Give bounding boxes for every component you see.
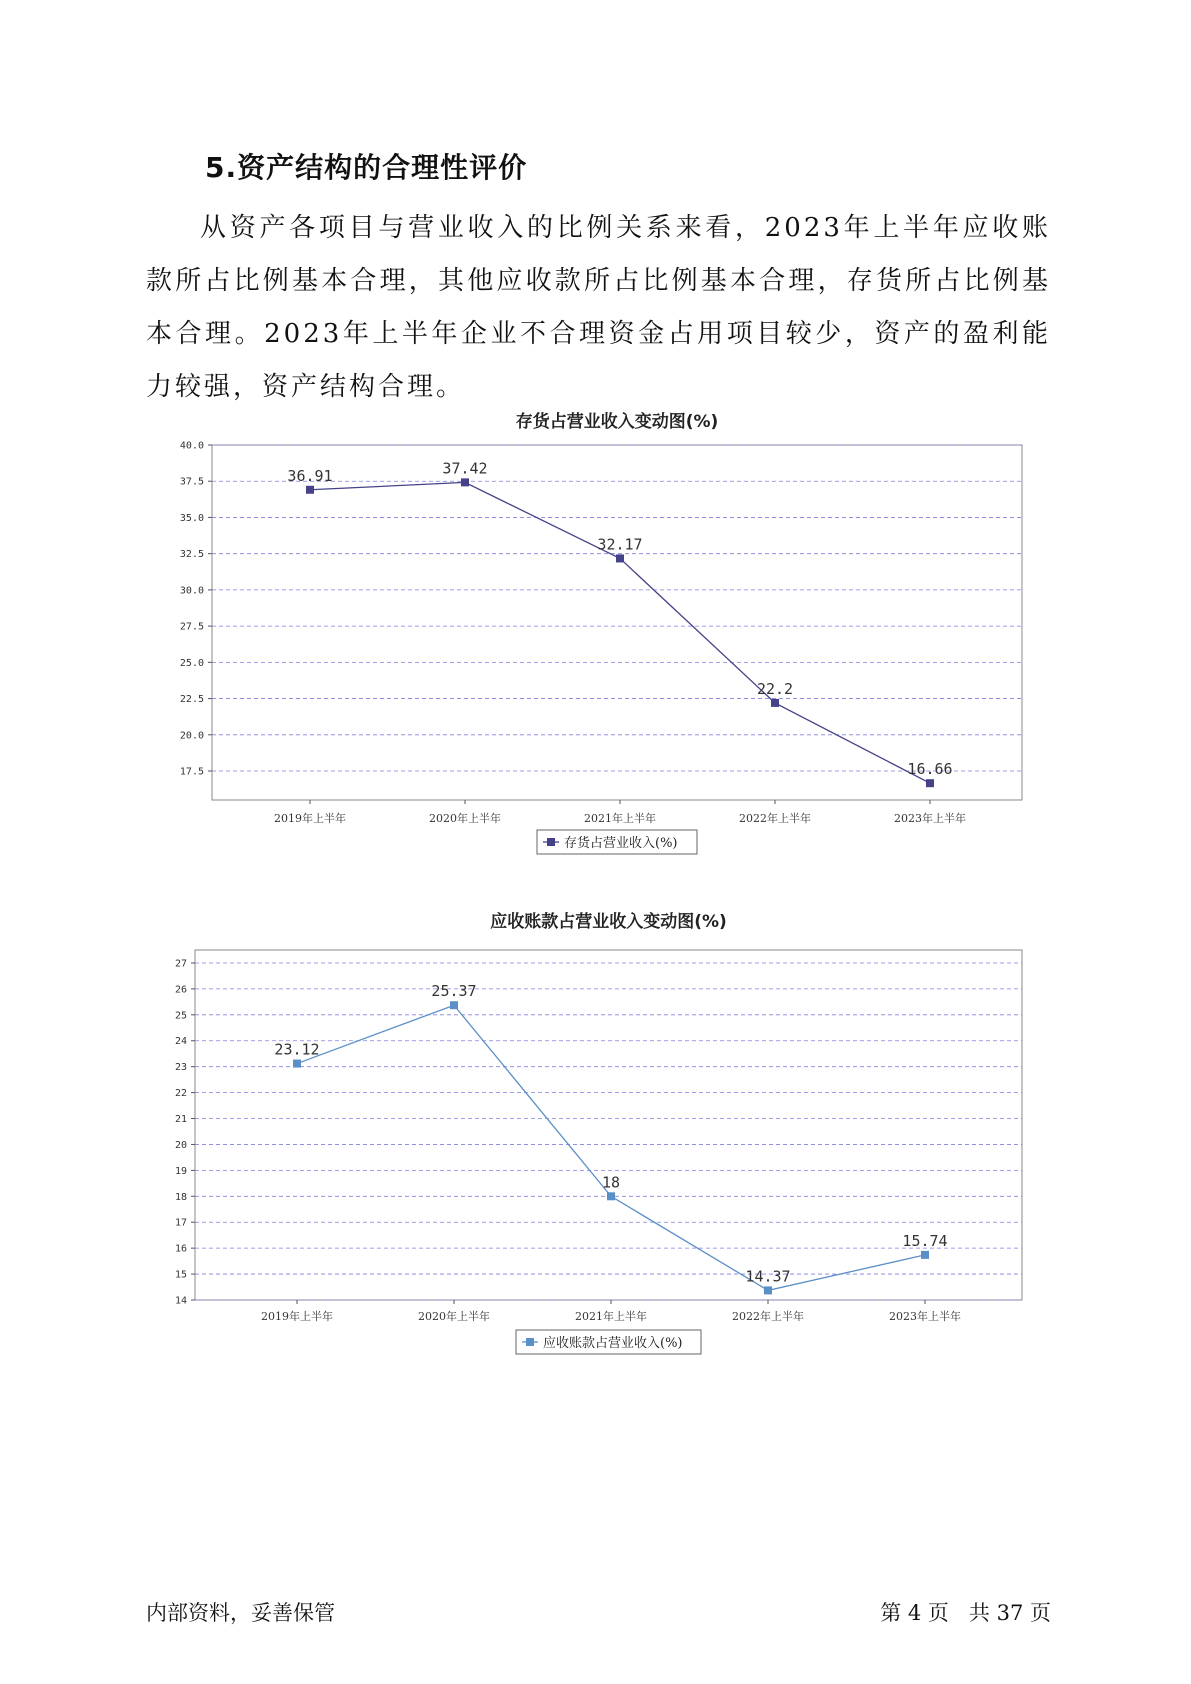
x-tick-label: 2022年上半年: [739, 812, 811, 825]
y-tick-label: 20: [174, 1139, 187, 1151]
data-label: 18: [601, 1173, 621, 1192]
x-tick-label: 2019年上半年: [274, 812, 346, 825]
chart-title: 应收账款占营业收入变动图(%): [490, 912, 727, 932]
y-tick-label: 17: [174, 1217, 187, 1229]
series-line: [310, 482, 930, 783]
footer-confidential-note: 内部资料，妥善保管: [146, 1601, 335, 1625]
body-paragraph: 从资产各项目与营业收入的比例关系来看，2023年上半年应收账款所占比例基本合理，其他应收款所占比例基本合理，存货所占比例基本合理。2023年上半年企业不合理资金占用项目较少，资产的盈利能力较强，资产结构合理。: [146, 213, 1051, 402]
x-tick-label: 2021年上半年: [584, 812, 656, 825]
data-point: [771, 699, 779, 707]
legend-marker-swatch: [526, 1338, 534, 1346]
y-tick-label: 22: [174, 1088, 187, 1100]
y-tick-label: 16: [174, 1243, 187, 1255]
data-point: [450, 1001, 458, 1009]
y-tick-label: 37.5: [179, 476, 204, 488]
y-tick-label: 22.5: [179, 694, 204, 706]
x-tick-label: 2021年上半年: [575, 1310, 647, 1323]
chart-legend: [537, 830, 697, 854]
x-tick-label: 2020年上半年: [429, 812, 501, 825]
data-label: 36.91: [287, 466, 333, 485]
data-label: 23.12: [274, 1040, 320, 1059]
data-label: 14.37: [745, 1267, 791, 1286]
y-tick-label: 15: [174, 1269, 187, 1281]
data-point: [293, 1060, 301, 1068]
data-label: 22.2: [756, 679, 794, 698]
y-tick-label: 40.0: [179, 440, 204, 452]
y-tick-label: 30.0: [179, 585, 204, 597]
plot-area: [212, 445, 1022, 800]
y-tick-label: 23: [174, 1062, 187, 1074]
chart-legend: [516, 1330, 701, 1354]
chart-svg: [150, 905, 1030, 1365]
data-label: 15.74: [902, 1231, 948, 1250]
y-tick-label: 20.0: [179, 730, 204, 742]
data-point: [306, 486, 314, 494]
legend-label: 存货占营业收入(%): [564, 836, 678, 851]
data-label: 25.37: [431, 982, 477, 1001]
y-tick-label: 21: [174, 1114, 187, 1126]
y-tick-label: 27.5: [179, 621, 204, 633]
data-label: 16.66: [907, 760, 953, 779]
plot-area: [195, 950, 1022, 1300]
data-point: [607, 1192, 615, 1200]
y-tick-label: 26: [174, 984, 187, 996]
y-tick-label: 18: [174, 1191, 187, 1203]
data-label: 37.42: [442, 459, 488, 478]
y-tick-label: 14: [174, 1295, 187, 1307]
x-tick-label: 2022年上半年: [732, 1310, 804, 1323]
legend-marker-swatch: [547, 838, 555, 846]
data-point: [764, 1286, 772, 1294]
legend-label: 应收账款占营业收入(%): [543, 1336, 683, 1351]
y-tick-label: 35.0: [179, 512, 204, 524]
series-line: [297, 1005, 925, 1290]
y-tick-label: 17.5: [179, 766, 204, 778]
chart-title: 存货占营业收入变动图(%): [515, 412, 719, 432]
footer-page-number: 第 4 页 共 37 页: [880, 1601, 1051, 1625]
data-point: [921, 1251, 929, 1259]
x-tick-label: 2023年上半年: [894, 812, 966, 825]
x-tick-label: 2019年上半年: [261, 1310, 333, 1323]
data-point: [926, 779, 934, 787]
y-tick-label: 27: [174, 958, 187, 970]
y-tick-label: 19: [174, 1165, 187, 1177]
y-tick-label: 25.0: [179, 657, 204, 669]
chart-svg: [150, 405, 1030, 865]
data-point: [616, 554, 624, 562]
inventory-ratio-chart: [150, 405, 1030, 865]
data-label: 32.17: [597, 535, 643, 554]
receivables-ratio-chart: [150, 905, 1030, 1365]
x-tick-label: 2020年上半年: [418, 1310, 490, 1323]
y-tick-label: 25: [174, 1010, 187, 1022]
y-tick-label: 24: [174, 1036, 187, 1048]
section-heading: 5.资产结构的合理性评价: [205, 151, 528, 184]
data-point: [461, 478, 469, 486]
y-tick-label: 32.5: [179, 549, 204, 561]
x-tick-label: 2023年上半年: [889, 1310, 961, 1323]
